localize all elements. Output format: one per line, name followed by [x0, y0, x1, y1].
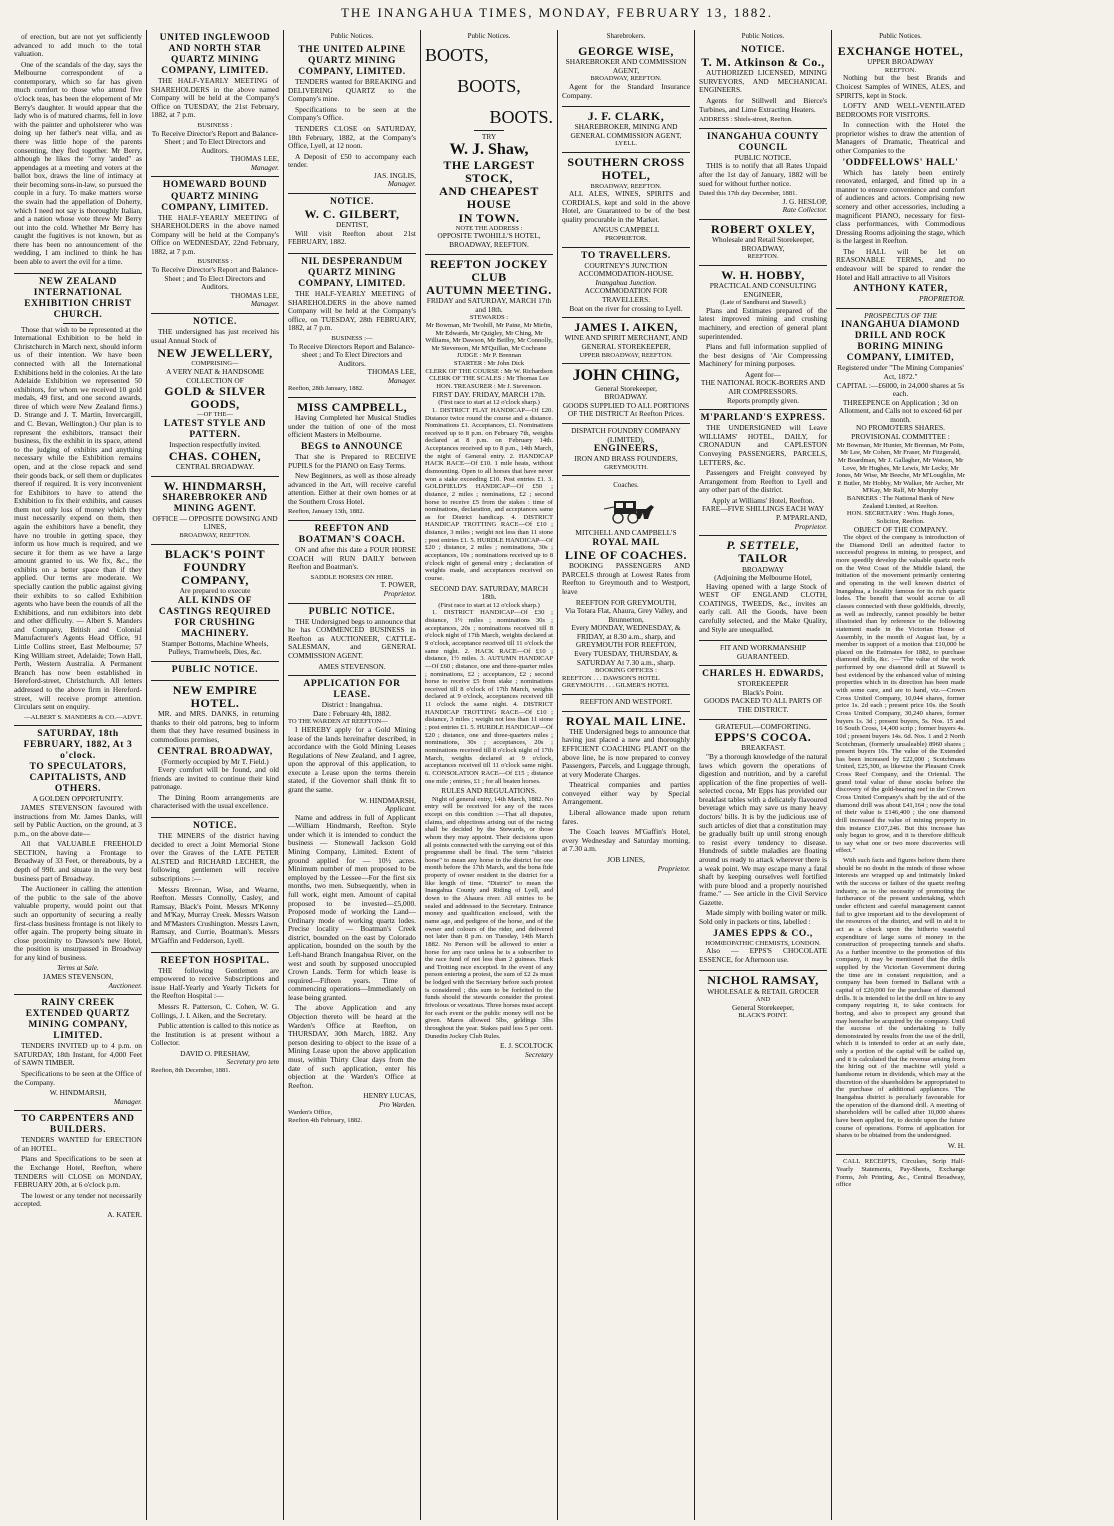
prospectus-no-promoters: NO PROMOTERS SHARES.	[856, 423, 945, 433]
column-header: Sharebrokers.	[606, 32, 646, 40]
inglewood-items: To Receive Director's Report and Balance-Sheet ; and To Elect Directors and Auditors.	[151, 128, 279, 155]
boots-line-2: BOOTS,	[457, 75, 521, 96]
southern-cross-name: SOUTHERN CROSS HOTEL,	[567, 155, 685, 183]
prospectus-object-heading: OBJECT OF THE COMPANY.	[853, 524, 948, 534]
hobby-reports: Reports promptly given.	[726, 395, 800, 405]
junction-to-travellers: TO TRAVELLERS.	[581, 250, 671, 261]
lease-pro-warden: Pro Warden.	[379, 1099, 416, 1109]
hobby-late: (Late of Sandhurst and Stawell.)	[720, 299, 806, 307]
blacks-point-items: Stamper Bottoms, Machine Wheels, Pulleys, Tramwheels, Dies, &c.	[161, 638, 269, 657]
prospectus-capital: CAPITAL :—£6000, in 24,000 shares at 5s each.	[836, 380, 965, 399]
oxley-address: BROADWAY,	[741, 243, 785, 253]
jockey-club-signature: E. J. SCOLTOCK	[500, 1041, 553, 1051]
shaw-largest: THE LARGEST STOCK,	[443, 157, 535, 185]
wise-name: GEORGE WISE,	[578, 44, 674, 58]
new-empire-occupied: (Formerly occupied by Mr T. Field.)	[161, 756, 269, 766]
sale-audience: TO SPECULATORS, CAPITALISTS, AND OTHERS.	[29, 762, 127, 795]
aiken-role: WINE AND SPIRIT MERCHANT, AND GENERAL STOREKEEPER,	[564, 333, 688, 351]
carpenters-heading: TO CARPENTERS AND BUILDERS.	[21, 1114, 135, 1136]
new-empire-body: MR. and MRS. DANKS, in returning thanks to their old patrons, beg to inform them that they have resumed business in commodious premises,	[151, 709, 279, 744]
carpenters-body: TENDERS WANTED for ERECTION of an HOTEL.	[14, 1135, 142, 1153]
homeward-items: To Receive Director's Report and Balance-Sheet ; and To Elect Directors and Auditors.	[151, 265, 279, 292]
article-paragraph: One of the scandals of the day, says the Melbourne correspondent of a contemporary, which so far has given much comfort to those who attend five o'clock teas, has been the elopement of Mr Berry's daughter. It would appear that the lady who is of matured charms, fell in love with the painter and upholsterer who was doing up her father's neat villa, and as there was little hope of the parents consenting, they fled together. Mr Berry, although he likes the "orny 'anded" as appendages at a meeting and voters at the ballot box, draws the line of intimacy at their becoming sons-in-law, so pursued the couple in a fury. To make matters worse the swain had the appellation of Doherty, which I need not say is thoroughly Italian, and a nation whose vote threw Mr Berry out into the cold. Whether Mr Berry has caught the fugitives is not known, but as there has been no announcement of the wedding, I am inclined to think he has been able to avert the evil for a time.	[14, 59, 142, 267]
atkinson-agents: Agents for Stillwell and Bierce's Turbines, and Lime Extracting Heaters.	[699, 95, 827, 114]
carpenters-plans: Plans and Specifications to be seen at the Exchange Hotel, Reefton, where TENDERS will CLOSE on MONDAY, FEBRUARY 20th, at 6 o'clock p.m.	[14, 1154, 142, 1190]
mparland-fare: FARE—FIVE SHILLINGS EACH WAY	[701, 504, 825, 514]
junction-accommodation: ACCOMMODATION FOR TRAVELLERS.	[584, 286, 668, 304]
miners-notice: NOTICE.	[192, 821, 238, 832]
atkinson-address: ADDRESS : Shiels-street, Reefton.	[699, 116, 793, 124]
prospectus-threepence: THREEPENCE on Application ; 3d on Allotment, and Calls not to exceed 6d per month.	[838, 397, 963, 424]
boots-line-3: BOOTS.	[489, 106, 553, 127]
inglewood-role: Manager.	[250, 162, 279, 172]
coaches-header: Coaches.	[613, 481, 639, 490]
lease-to: TO THE WARDEN AT REEFTON—	[288, 718, 388, 726]
southern-cross-body: ALL ALES, WINES, SPIRITS and CORDIALS, kept and sold in the above Hotel, are Guaranteed to be of the best quality procurable in the Market.	[562, 189, 690, 224]
prospectus-registered: Registered under "The Mining Companies' Act, 1872."	[837, 363, 964, 381]
shaw-town: IN TOWN.	[458, 210, 520, 225]
homeward-body: THE HALF-YEARLY MEETING of SHAREHOLDERS in the above named Company will be held at the Company's Office on WEDNESDAY, 22nd February, 1882, at 7 p.m.	[151, 212, 279, 256]
alpine-signature: JAS. INGLIS,	[373, 170, 416, 180]
hindmarsh-address: BROADWAY, REEFTON.	[179, 531, 251, 539]
column-header: Public Notices.	[741, 32, 785, 40]
hospital-date: Reefton, 8th December, 1881.	[151, 1066, 231, 1074]
settele-role: TAILOR	[738, 551, 788, 566]
hospital-role: Secretary pro tem	[226, 1057, 279, 1067]
jockey-club-day-1: FIRST DAY. FRIDAY, MARCH 17th.	[432, 389, 546, 399]
lease-date: Date : February 4th, 1882.	[313, 708, 391, 718]
ramsay-role: WHOLESALE & RETAIL GROCER	[707, 986, 819, 996]
rainy-creek-signature: W. HINDMARSH,	[49, 1088, 107, 1098]
exhibition-signature: —ALBERT S. MANDERS & CO.—ADVT.	[24, 713, 142, 721]
masthead: THE INANGAHUA TIMES, MONDAY, FEBRUARY 13, 1882.	[340, 5, 774, 20]
royal-mail-line-heading: ROYAL MAIL LINE.	[566, 713, 686, 728]
lease-signature: W. HINDMARSH,	[359, 795, 416, 805]
mparland-apply: Apply at Williams' Hotel, Reefton.	[711, 495, 815, 505]
prospectus-company: INANGAHUA DIAMOND DRILL AND ROCK BORING MINING COMPANY, LIMITED,	[840, 320, 961, 364]
jockey-club-rules: Night of general entry, 14th March, 1882. No entry will be received for any of the races except on this condition :—That all disputes, claims, and objections arising out of the racing shall be decided by the Stewards, or those whom they may appoint. Their decisions upon all points connected with the carrying out of this programme shall be final. The term "district horse" to mean any horse in the district for one month before the 17th March, and the bona fide property of owner resident in the district for a like length of time. "District" to mean the Inangahua County and Riding of Lyell, and down to the Ahaura river. All entries to be sealed and addressed to the Secretary. Entrance money and qualification enclosed, with the name age, and pedigree of the horse, and of the owner and colours of the rider, and delivered not later than 8 p.m. on Tuesday, 14th March 1882. No Person will be allowed to enter a horse for any race unless he is a subscriber to the race fund of not less than 2 guineas. Hack and Trotting race excepted. In the event of any person entering a protest, the sum of £2 2s must be lodged with the Secretary before such protest is considered ; this sum to be forfeited to the funds should the stewards consider the protest frivolous or vexatious. Three horses must accept for each event or the public money will not be given. Mares allowed 5lbs, geldings 3lbs throughout the year. Stakes paid less 5 per cent. Dunedin Jockey Club Rules.	[425, 795, 553, 1040]
hospital-signature: DAVID O. PRESHAW,	[180, 1048, 250, 1058]
homeward-signature: THOMAS LEE,	[230, 290, 279, 300]
council-notice: PUBLIC NOTICE.	[734, 152, 792, 162]
hindmarsh-office: OFFICE — OPPOSITE DOWSING AND LINES,	[152, 513, 278, 532]
shaw-cheapest: AND CHEAPEST HOUSE	[439, 184, 539, 212]
hobby-full: Plans and full information supplied of the best designs of 'Air Compressing Machinery' for mining purposes.	[699, 342, 827, 369]
jockey-club-races-2: 1. DISTRICT HANDICAP—Of £30 ; distance, 1½ miles ; nominations 30s ; acceptances, 20s ; nominations received till 8 o'clock night of 17th March, weights declared at 9 o'clock, acceptance received till 11 o'clock the same night. 2. HACK RACE—Of £10 ; distance, 1½ miles. 3. AUTUMN HANDICAP—Of £60 ; distance, one and three-quarter miles ; nominations, £2 ; acceptances, £2 ; second horse to receive £5 from stake ; nominations received till 8 o'clock of 17th March, weights declared at 9 o'clock, acceptances received till 11 o'clock the same night. 4. DISTRICT HANDICAP TROTTING RACE—Of £10 ; distance, 3 miles ; weight not less than 11 stone ; post entries £1. 5. HURDLE HANDICAP—Of £20 ; distance, one and three-quarters miles ; nominations, 30s ; acceptances, 20s ; nominations received till 8 o'clock night of 17th March, weights declared at 9 o'clock, acceptances received till 11 o'clock same night. 6. CONSOLATION RACE—Of £15 ; distance one mile ; entries, £1 ; for all beaten horses.	[425, 609, 553, 785]
new-empire-hotel: NEW EMPIRE HOTEL.	[172, 682, 258, 711]
cohen-notice: NOTICE.	[192, 316, 238, 327]
jockey-club-races-1: 1. DISTRICT FLAT HANDICAP—Of £20. Distance twice round the course and a distance. Nominations £1. Acceptances, £1. Nominations received up to 8 p.m. on February 7th, weights declared at 8 p.m. on February 14th. Acceptances received up to 8 p.m., 14th March, the night of General entry. 2. HANDICAP HACK RACE—Of £10. 1 mile heats, without dismounting. Open to all horses that have never won a stake exceeding £10. Post entries £1. 3. GOLDFIELD'S HANDICAP—Of £50 ; distance, 2 miles ; nominations, £2 ; second horse to receive £5 from the stakes : time of nominations, declaration, and acceptances same as for District handicap. 4. DISTRICT HANDICAP TROTTING RACE—Of £10 ; distance, 3 miles ; weight not less than 11 stone ; post entries £1. 5. HURDLE HANDICAP—Of £20 ; distance, 2 miles ; nominations, 30s ; acceptances, 10s ; nominations received up to 8 o'clock night of general entry ; declaration of weights made, and acceptances received on course.	[425, 406, 553, 582]
boatmans-coach-saddle: SADDLE HORSES ON HIRE.	[310, 573, 394, 581]
ching-role: General Storekeeper,	[594, 383, 658, 393]
edwards-address: Black's Point.	[742, 687, 784, 697]
sale-note: The Auctioneer in calling the attention of the public to the sale of the above valuable property, would point out that such an opportunity of securing a really first-class business frontage is not likely to offer again. The property being situate in close proximity to Dawson's new Hotel, the position is unsurpassed in Broadway for any kind of business.	[14, 884, 142, 962]
lease-office-date: Reefton 4th February, 1882.	[288, 1117, 363, 1125]
shaw-address: BROADWAY, REEFTON.	[449, 239, 529, 249]
oxley-role: Wholesale and Retail Storekeeper,	[712, 235, 814, 245]
coaches-office-reefton: REEFTON . . . DAWSON'S HOTEL	[562, 674, 660, 682]
workmanship-guaranteed: FIT AND WORKMANSHIP GUARANTEED.	[720, 643, 806, 661]
blacks-point-prepared: Are prepared to execute	[179, 586, 251, 596]
lease-warden: HENRY LUCAS,	[363, 1091, 416, 1101]
lease-details: Name and address in full of Applicant —William Hindmarsh, Reefton. Style under which it is intended to conduct the business — Stonewall Jackson Gold Mining Company, Limited. Extent of ground applied for — 10½ acres. Minimum number of men proposed to be employed by the Lessee—For the first six months, two men. Subsequently, when in full work, eight men. Amount of capital proposed to be invested—£5,000. Proposed mode of working the Land—Ordinary mode of working quartz lodes. Precise locality — Boatman's Creek district, bounded on the east by Colorado application, bounded on the south by the Left-hand Branch Inangahua River, on the west and south by supposed unoccupied Crown Lands. Term for which lease is required—Fifteen years. Time of commencing operations—Immediately on lease being granted.	[288, 812, 416, 1002]
epps-also: Also — EPPS'S CHOCOLATE ESSENCE, for Afternoon use.	[699, 946, 827, 964]
atkinson-name: T. M. Atkinson & Co.,	[701, 55, 825, 70]
cohen-name: CHAS. COHEN,	[168, 448, 262, 463]
alpine-body: TENDERS wanted for BREAKING and DELIVERING QUARTZ to the Company's mine.	[288, 77, 416, 104]
epps-body: "By a thorough knowledge of the natural laws which govern the operations of digestion and nutrition, and by a careful application of the fine properties of well-selected cocoa, Mr Epps has provided our breakfast tables with a delicately flavoured beverage which may save us many heavy doctors' bills. It is by the judicious use of such articles of diet that a constitution may be gradually built up until strong enough to resist every tendency to disease. Hundreds of subtle maladies are floating around us ready to attack wherever there is a weak point. We may escape many a fatal shaft by keeping ourselves well fortified with pure blood and a properly nourished frame." — See article in the Civil Service Gazette.	[699, 751, 827, 907]
exchange-hotel-signature: ANTHONY KATER,	[853, 284, 948, 295]
mparland-role: Proprietor.	[794, 521, 827, 531]
nil-desperandum-signature: THOMAS LEE,	[367, 367, 416, 377]
hobby-rock-borers: THE NATIONAL ROCK-BORERS AND AIR COMPRESSORS.	[700, 378, 826, 397]
boatmans-coach-body: ON and after this date a FOUR HORSE COACH will RUN DAILY between Reefton and Boatman's.	[288, 545, 416, 572]
council-body: THIS is to notify that all Rates Unpaid after the 1st day of January, 1882 will be sued for without further notice.	[699, 161, 827, 188]
coach-illustration-icon	[596, 495, 656, 525]
jockey-club-stewards: Mr Bowman, Mr Twohill, Mr Paine, Mr Mirfin, Mr Edwards, Mr Quigley, Mr Ching, Mr Williams, Mr Dawson, Mr Beilby, Mr Connolly, Mr Stevenson, Mr M'Quillan, Mr Cochrane	[425, 321, 553, 352]
alpine-close: TENDERS CLOSE on SATURDAY, 18th February, 1882, at the Company's Office, Lyell, at 12 noon.	[288, 123, 416, 151]
settele-address: BROADWAY	[741, 564, 785, 574]
lease-office: Warden's Office,	[288, 1109, 333, 1117]
cohen-gold-silver: GOLD & SILVER GOODS,	[164, 384, 266, 412]
homeward-heading: HOMEWARD BOUND QUARTZ MINING COMPANY, LIMITED.	[161, 180, 269, 213]
hobby-name: W. H. HOBBY,	[721, 267, 805, 282]
ramsay-storekeeper: General Storekeeper,	[731, 1002, 795, 1012]
sale-body: JAMES STEVENSON favoured with instructions from Mr. James Danks, will sell by Public Auction, on the ground, at 3 p.m., on the above date—	[14, 803, 142, 838]
ramsay-address: BLACK'S POINT.	[738, 1012, 788, 1020]
lease-body: I HEREBY apply for a Gold Mining lease of the lands hereinafter described, in accordance with the Gold Mining Leases Regulations of New Zealand, and I agree, upon the approval of this application, to execute a Lease upon the terms therein stated, if the Governor shall think fit to grant the same.	[288, 724, 416, 794]
nil-desperandum-items: To Receive Directors Report and Balance-sheet ; and To Elect Directors and Auditors.	[289, 341, 415, 368]
sale-signature: JAMES STEVENSON,	[42, 971, 114, 981]
mparland-passengers: Passengers and Freight conveyed by Arrangement from Reefton to Lyell and any other part of the district.	[699, 468, 827, 495]
oddfellows-hall-body: Which has lately been entirely renovated, enlarged, and fitted up in a manner to ensure convenience and comfort of audiences and actors. Comprising new scenery and other accessories, including a magnificent PIANO, necessary for first-class performances, with Commodious Dressing Rooms adjoining the stage, which is the largest in Reefton.	[836, 167, 965, 246]
jockey-club-start-1: (First race to start at 12 o'clock sharp.)	[438, 399, 540, 407]
royal-mail-line-liberal: Liberal allowance made upon return fares.	[562, 808, 690, 826]
jockey-club-role: Secretary	[524, 1049, 553, 1059]
column-2	[147, 30, 284, 1520]
column-7	[832, 30, 969, 1520]
exchange-hotel-body: Nothing but the best Brands and Choicest Samples of WINES, ALES, and SPIRITS, kept in Stock.	[836, 73, 965, 100]
nil-desperandum-role: Manager.	[387, 375, 416, 385]
southern-cross-role: PROPRIETOR.	[605, 235, 647, 243]
inglewood-business: BUSINESS :	[197, 121, 233, 129]
jockey-club-judge: JUDGE : Mr P. Brennan	[456, 352, 522, 360]
edwards-name: CHARLES H. EDWARDS,	[702, 669, 824, 680]
southern-cross-address: BROADWAY, REEFTON.	[590, 182, 662, 190]
sale-date: SATURDAY, 18th FEBRUARY, 1882, At 3 o'clock.	[23, 729, 133, 762]
column-1	[10, 30, 147, 1520]
lease-objection: The above Application and any Objection thereto will be heard at the Warden's Office at Reefton, on THURSDAY, 30th March, 1882. Any person desiring to object to the issue of a Mining Lease upon the above application must, within Thirty Clear days from the date of such application, enter his objection at the Warden's Office at Reefton.	[288, 1003, 416, 1090]
wise-address: BROADWAY, REEFTON.	[590, 75, 662, 83]
atkinson-notice: NOTICE.	[740, 45, 786, 55]
rainy-creek-body: TENDERS INVITED up to 4 p.m. on SATURDAY, 18th Instant, for 4,000 Feet of SAWN TIMBER.	[14, 1041, 142, 1068]
dispatch-role: IRON AND BRASS FOUNDERS,	[574, 454, 678, 464]
jockey-club-rules-heading: RULES AND REGULATIONS.	[441, 786, 537, 796]
gilbert-name: W. C. GILBERT,	[304, 207, 400, 221]
royal-mail-line-role: Proprietor.	[657, 863, 690, 873]
royal-mail-line-signature: JOB LINES,	[607, 854, 645, 864]
clark-name: J. F. CLARK,	[587, 109, 665, 124]
dispatch-address: GREYMOUTH.	[604, 463, 648, 471]
gilbert-notice: NOTICE.	[329, 196, 375, 207]
coaches-return-days: Every TUESDAY, THURSDAY, & SATURDAY At 7.30 a.m., sharp.	[574, 649, 678, 667]
cohen-latest: LATEST STYLE AND PATTERN.	[163, 419, 267, 441]
column-4	[421, 30, 558, 1520]
dispatch-name: DISPATCH FOUNDRY COMPANY (LIMITED),	[571, 426, 681, 444]
prospectus-bankers: BANKERS : The National Bank of New Zealand Limited, at Reefton.	[846, 495, 955, 510]
jockey-club-treasurer: HON. TREASURER : Mr J. Stevenson.	[436, 383, 542, 391]
jockey-club-day-2: SECOND DAY. SATURDAY, MARCH 18th.	[429, 583, 549, 602]
campbell-prepared: That she is Prepared to RECEIVE PUPILS for the PIANO on Easy Terms.	[288, 451, 416, 470]
aiken-address: UPPER BROADWAY, REEFTON.	[579, 351, 673, 359]
nil-desperandum-business: BUSINESS :—	[331, 334, 373, 342]
junction-place: Inangahua Junction.	[595, 277, 657, 287]
epps-role: HOMŒOPATHIC CHEMISTS, LONDON.	[705, 939, 821, 947]
alpine-spec: Specifications to be seen at the Company's Office.	[288, 104, 416, 123]
clark-role: SHAREBROKER, MINING AND GENERAL COMMISSION AGENT,	[570, 122, 682, 140]
junction-boat: Boat on the river for crossing to Lyell.	[569, 303, 683, 313]
coaches-via: Via Totara Flat, Ahaura, Grey Valley, and Brunnerton,	[564, 606, 688, 624]
cohen-comprising: COMPRISING—	[191, 360, 239, 368]
column-header: Public Notices.	[330, 32, 374, 40]
lease-heading: APPLICATION FOR LEASE.	[303, 679, 401, 701]
wise-agent: Agent for the Standard Insurance Company.	[562, 81, 690, 100]
sale-role: Auctioneer.	[108, 980, 142, 990]
epps-name: EPPS'S COCOA.	[714, 730, 812, 745]
column-6	[695, 30, 832, 1520]
oddfellows-hall-let: The HALL will be let on REASONABLE TERMS, and no endeavour will be spared to render the Hotel and Hall attractive to all Visitors	[836, 246, 965, 282]
boots-line-1: BOOTS,	[425, 45, 489, 65]
hobby-plans: Plans and Estimates prepared of the latest improved mining and crushing machinery, and erection of general plant superintended.	[699, 305, 827, 341]
exchange-hotel-role: PROPRIETOR.	[918, 294, 965, 304]
westport-heading: REEFTON AND WESTPORT.	[579, 697, 673, 707]
jockey-club-heading: REEFTON JOCKEY CLUB	[430, 256, 548, 284]
mparland-heading: M'PARLAND'S EXPRESS.	[700, 413, 826, 424]
alpine-role: Manager.	[387, 179, 416, 189]
campbell-body: Having Completed her Musical Studies under the tuition of one of the most efficient Masters in Melbourne.	[288, 413, 416, 440]
public-notice-heading: PUBLIC NOTICE.	[171, 664, 259, 675]
exchange-hotel-name: EXCHANGE HOTEL,	[837, 44, 964, 58]
cohen-collection: A VERY NEAT & HANDSOME COLLECTION OF	[165, 366, 264, 385]
cohen-inspection: Inspection respectfully invited.	[169, 440, 261, 450]
column-header: Public Notices.	[467, 32, 511, 40]
cohen-address: CENTRAL BROADWAY.	[175, 461, 255, 471]
boatmans-coach-signature: T. POWER,	[380, 580, 416, 590]
hindmarsh-role: SHAREBROKER AND MINING AGENT.	[162, 492, 268, 514]
prospectus-signature: W. H.	[947, 1140, 965, 1150]
clark-address: LYELL.	[615, 140, 637, 148]
shaw-name: W. J. Shaw,	[449, 141, 529, 159]
oxley-town: REEFTON.	[747, 253, 779, 261]
dispatch-engineers: ENGINEERS,	[593, 444, 659, 455]
jockey-club-dates: FRIDAY and SATURDAY, MARCH 17th and 18th.	[426, 296, 552, 314]
edwards-role: STOREKEEPER	[737, 679, 789, 689]
column-5	[558, 30, 695, 1520]
junction-body: COURTNEY'S JUNCTION ACCOMMODATION-HOUSE.	[578, 260, 674, 279]
boatmans-coach-heading: REEFTON AND BOATMAN'S COACH.	[298, 524, 406, 546]
column-3	[284, 30, 421, 1520]
alpine-deposit: A Deposit of £50 to accompany each tender.	[288, 151, 416, 170]
boatmans-coach-role: Proprietor.	[383, 589, 416, 599]
stevenson-signature: AMES STEVENSON.	[318, 661, 386, 671]
epps-made: Made simply with boiling water or milk. Sold only in packets or tins, labelled :	[699, 908, 827, 926]
prospectus-secretary: HON. SECRETARY : Wm. Hugh Jones, Solicitor, Reefton.	[846, 510, 955, 525]
new-empire-address: CENTRAL BROADWAY,	[157, 746, 273, 757]
carpenters-lowest: The lowest or any tender not necessarily accepted.	[14, 1190, 142, 1209]
coaches-greymouth-reefton: GREYMOUTH FOR REEFTON,	[575, 640, 677, 650]
council-date: Dated this 17th day December, 1881.	[699, 190, 798, 198]
epps-signature: JAMES EPPS & CO.,	[713, 928, 813, 939]
hospital-public: Public attention is called to this notice as the Institution is at present without a Collector.	[151, 1021, 279, 1048]
alpine-heading: THE UNITED ALPINE QUARTZ MINING COMPANY, LIMITED.	[298, 45, 406, 78]
carpenters-signature: A. KATER.	[107, 1209, 142, 1219]
homeward-business: BUSINESS :	[197, 258, 233, 266]
cohen-jewellery: NEW JEWELLERY,	[157, 346, 273, 361]
shaw-note: NOTE THE ADDRESS :	[455, 224, 523, 232]
mparland-signature: P. M'PARLAND,	[776, 513, 827, 522]
column-header: Public Notices.	[879, 32, 922, 40]
nil-desperandum-body: THE HALF-YEARLY MEETING of SHAREHOLDERS in the above named Company will be held at the Company's office, on TUESDAY, 28th FEBRUARY, 1882, at 7 p.m.	[288, 288, 416, 333]
oxley-name: ROBERT OXLEY,	[710, 221, 816, 236]
coaches-reefton-greymouth: REEFTON FOR GREYMOUTH,	[575, 597, 677, 607]
coaches-operators: MITCHELL AND CAMPBELL'S	[575, 528, 677, 538]
hospital-body: THE following Gentlemen are empowered to receive Subscriptions and issue Half-Yearly and Yearly Tickets for the Reefton Hospital :—	[151, 965, 279, 1001]
exchange-hotel-town: REEFTON.	[884, 66, 917, 74]
jockey-club-start-2: (First race to start at 12 o'clock sharp.)	[438, 601, 540, 609]
exhibition-heading: NEW ZEALAND INTERNATIONAL EXHIBITION CHRIST CHURCH.	[24, 276, 132, 320]
miners-names: Messrs Brennan, Wise, and Wearne, Reefton. Messrs Connolly, Casley, and Ramsay, Black's Point. Messrs M'Kenny and M'Kay, Murray Creek. Messrs Watson and M'Masters Crushington. Messrs Lawn, Ramsay, and Currie, Boatman's. Messrs M'Gaffin and Fedderson, Lyell.	[151, 884, 279, 946]
hospital-heading: REEFTON HOSPITAL.	[160, 955, 270, 966]
rainy-creek-spec: Specifications to be seen at the Office of the Company.	[14, 1068, 142, 1087]
stevenson-notice: PUBLIC NOTICE.	[308, 606, 396, 617]
ramsay-and: AND	[755, 996, 771, 1004]
council-heading: INANGAHUA COUNTY COUNCIL	[706, 131, 820, 153]
settele-body: Having opened with a large Stock of WEST OF ENGLAND CLOTH, COATINGS, TWEEDS, &c., invites an early call. All the Goods, have been carefully selected, and the Make Quality, and Style are unequalled.	[699, 581, 827, 634]
prospectus-committee-heading: PROVISIONAL COMMITTEE :	[851, 432, 950, 441]
new-empire-comfort: Every comfort will be found, and old friends are invited to continue their kind patronage.	[151, 765, 279, 792]
coaches-royal-mail: ROYAL MAIL	[592, 538, 660, 549]
hindmarsh-name: W. HINDMARSH,	[163, 478, 267, 493]
gilbert-body: Will visit Reefton about 21st FEBRUARY, 1882.	[288, 228, 416, 247]
ramsay-name: NICHOL RAMSAY,	[707, 973, 819, 988]
prospectus-facts: With such facts and figures before them there should be no doubt in the minds of those whose interests are wrapped up and intimately linked with the success or failure of the quartz reefing industry, as to the necessity of promoting the furtherance of the present undertaking, which under efficient and careful management cannot fail to give important aid to the development of the resources of the district, and will in aid it to act as a check upon the hitherto wasteful expenditure of large sums of money in the construction of prospecting tunnels and shafts. As a further incentive to the promotion of this company, it may be mentioned that the drills supplied by the Victorian Government during the time are in constant requisition, and a company has been formed in Ballarat with a capital of £20,000 for the purchase of diamond drills. It is intended to let the drill on hire to any company requiring it, to take contracts for boring, and also to prospect any ground that may hereafter be acquired by the company. Until the success of the undertaking is fully demonstrated by results from the use of the drill, which it is intended to order at an early date, only a portion of the capital will be called up, and it is calculated that the revenue arising from the hiring out of the machine will yield a handsome return in dividends, which may at the discretion of the shareholders be appropriated to the purchase of additional appliances. The Inangahua district is peculiarly favourable for the operation of the diamond drill. A meeting of shareholders will be called after 10,000 shares have been applied for, to decide upon the future course of operations. Forms of application for shares to be obtained from the undersigned.	[836, 857, 965, 1140]
council-signature: J. G. HESLOP,	[782, 196, 827, 206]
edwards-goods: GOODS PACKED TO ALL PARTS OF THE DISTRICT.	[703, 696, 823, 715]
new-empire-dining: The Dining Room arrangements are characterised with the usual excellence.	[151, 792, 279, 811]
prospectus-committee: Mr Bowman, Mr Hunter, Mr Brennan, Mr Potts, Mr Lee, Mr Cohen, Mr Fraser, Mr Fitzgerald, Mr Boardman, Mr J. Gallagher, Mr Watson, Mr Love, Mr Hughes, Mr Lewis, Mr Lecky, Mr Jones, Mr Wise, Mr Beeche, Mr M'Loughlin, Mr P. Butler, Mr Hobby, Mr Walker, Mr Archer, Mr M'Kay, Mr Ralf, Mr Murphy	[836, 441, 965, 495]
ching-goods: GOODS SUPPLIED TO ALL PORTIONS OF THE DISTRICT At Reefton Prices.	[562, 400, 690, 419]
coaches-booking: BOOKING OFFICES :	[595, 667, 657, 675]
royal-mail-line-body: THE Undersigned begs to announce that having just placed a new and thoroughly EFFICIENT COACHING PLANT on the above line, he is now prepared to convey Passengers, Parcels, and Luggage through, at very Moderate Charges.	[562, 726, 690, 779]
miners-body: THE MINERS of the district having decided to erect a Joint Memorial Stone over the Graves of the LATE PETER ALSTED and RICHARD LECHER, the following gentlemen will receive subscriptions :—	[151, 831, 279, 883]
exchange-hotel-address: UPPER BROADWAY	[867, 57, 934, 67]
exhibition-body: Those that wish to be represented at the International Exhibition to be held in Christchurch in March next, should inform us of their intention. We have been connected with all the International Exhibitions held in the colonies. At the late Adelaide Exhibition we represented 50 exhibitors, for whom we received 10 gold medals, 49 first, and one second awards, three of which were New Zealand firms.) D. Strange and J. T. Martin, Invercargill, and C. Bevan, Wellington.) Our plan is to represent the exhibitors, transact their business, fix the exhibit in its space, attend to the judging of exhibits and anything necessary while the Exhibition remains open, and at the close repack and send their goods back, or sell them or duplicates thereof if required. It is very inconvenient for Exhibitors to have to attend the Exhibition to fix their exhibits, and causes them not only loss of money which they must necessarily expend on them, then again the exhibitors have a benefit, they have no trouble in getting space, they inform us how much is required, and we secure it for them as we have a large amount granted to us. We fix, &c., the exhibits on a better space than if they applied. Our terms are moderate. We specially caution the public against giving their exhibits to so called Exhibition agents who have been the rounds of all the Exhibitions, and run exhibitors into debt and other difficulty. — Albert S. Manders and Company, British and Colonial Manufacturer's Agents Head Office, 91 Little Collins street, East Melbourne; 57 King William street, Adelaide; Town Hall, Perth, Western Australia. A Permanent Branch has now been established in Hereford-street, Christchurch. All letters addressed to the above firm in Hereford-street, will receive prompt attention. Circulars sent on enquiry.	[14, 324, 142, 712]
hospital-names: Messrs R. Patterson, C. Cohen, W. G. Collings, J. I. Aiken, and the Secretary.	[151, 1001, 279, 1020]
epps-grateful: GRATEFUL—COMFORTING.	[715, 721, 811, 731]
blacks-point-foundry: FOUNDRY COMPANY,	[181, 559, 249, 587]
wise-role: SHAREBROKER AND COMMISSION AGENT,	[565, 57, 687, 75]
campbell-beginners: New Beginners, as well as those already advanced in the Art, will receive careful attention. Either at their own homes or at the Southern Cross Hotel.	[288, 471, 416, 506]
lease-role: Applicant.	[385, 804, 416, 814]
jockey-club-starter: STARTER : Mr John Dick	[453, 360, 525, 368]
coaches-line: LINE OF COACHES.	[565, 548, 687, 563]
royal-mail-line-coach: The Coach leaves M'Gaffin's Hotel, every Wednesday and Saturday morning, at 7.30 a.m.	[562, 827, 690, 854]
hobby-agent: Agent for—	[745, 369, 781, 379]
cohen-of-the: —OF THE—	[197, 411, 233, 419]
coaches-body: BOOKING PASSENGERS AND PARCELS through at Lowest Rates from Reefton to Greymouth and to Westport, leave	[562, 561, 690, 596]
sale-tagline: A GOLDEN OPPORTUNITY.	[32, 794, 124, 804]
nil-desperandum-heading: NIL DESPERANDUM QUARTZ MINING COMPANY, LIMITED.	[298, 256, 406, 289]
stevenson-body: THE Undersigned begs to announce that he has COMMENCED BUSINESS in Reefton as AUCTIONEER, CATTLE-SALESMAN, and GENERAL COMMISSION AGENT.	[288, 616, 416, 660]
campbell-date: Reefton, January 13th, 1882.	[288, 508, 365, 516]
aiken-name: JAMES I. AIKEN,	[574, 320, 678, 335]
mparland-body: THE UNDERSIGNED will Leave WILLIAMS' HOTEL, DAILY, for CRONADUN and CAPLESTON Conveying PASSENGERS, PARCELS, LETTERS, &c.	[699, 423, 827, 467]
jockey-club-scales: CLERK OF THE SCALES : Mr Thomas Lee	[429, 375, 549, 383]
inglewood-heading: UNITED INGLEWOOD AND NORTH STAR QUARTZ MINING COMPANY, LIMITED.	[159, 33, 271, 77]
rainy-creek-heading: RAINY CREEK EXTENDED QUARTZ MINING COMPANY, LIMITED.	[25, 998, 131, 1042]
rainy-creek-role: Manager.	[113, 1096, 142, 1106]
inglewood-signature: THOMAS LEE,	[230, 154, 279, 164]
epps-breakfast: BREAKFAST.	[741, 743, 785, 753]
jockey-club-clerk: CLERK OF THE COURSE : Mr W. Richardson	[425, 367, 553, 375]
exchange-hotel-rooms: LOFTY AND WELL-VENTILATED BEDROOMS FOR VISITORS.	[836, 101, 965, 119]
coaches-days: Every MONDAY, WEDNESDAY, & FRIDAY, at 8.30 a.m., sharp, and	[571, 623, 681, 641]
sale-lot: All that VALUABLE FREEHOLD SECTION, having a Frontage to Broadway of 33 Feet, or thereabouts, by a depth of 99ft. and situate in the very best business part of Broadway.	[14, 839, 142, 883]
nil-desperandum-date: Reefton, 28th January, 1882.	[288, 385, 364, 393]
royal-mail-line-theatrical: Theatrical companies and parties conveyed either way by Special Arrangement.	[562, 780, 690, 807]
jockey-club-stewards-heading: STEWARDS :	[469, 314, 509, 322]
shaw-opposite: OPPOSITE TWOHILL'S HOTEL,	[437, 231, 541, 241]
call-receipts: CALL RECEIPTS, Circulars, Scrip Half-Yearly Statements, Pay-Sheets, Exchange Forms, Job Printing, &c., Central Broadway, office	[836, 1158, 965, 1189]
shaw-try: TRY	[481, 131, 497, 141]
ching-name: JOHN CHING,	[572, 367, 680, 385]
council-role: Rate Collector.	[782, 205, 827, 215]
ching-address: BROADWAY.	[604, 392, 648, 402]
oddfellows-hall: 'ODDFELLOWS' HALL'	[842, 157, 959, 168]
settele-name: P. SETTELE,	[726, 538, 800, 553]
atkinson-role: AUTHORIZED LICENSED, MINING SURVEYORS, AND MECHANICAL ENGINEERS.	[699, 68, 827, 95]
cohen-body: THE undersigned has just received his usual Annual Stock of	[151, 326, 279, 345]
article-paragraph: of erection, but are not yet sufficiently advanced to add much to the total valuation.	[14, 32, 142, 59]
inglewood-body: THE HALF-YEARLY MEETING of SHAREHOLDERS in the above named Company will be held at the Company's Office on TUESDAY, the 21st February, 1882, at 7 p.m.	[151, 76, 279, 120]
settele-adjoining: (Adjoining the Melbourne Hotel,	[714, 573, 812, 583]
jockey-club-autumn: AUTUMN MEETING.	[426, 282, 552, 297]
homeward-role: Manager.	[250, 299, 279, 309]
prospectus-heading: PROSPECTUS OF THE	[864, 310, 937, 320]
campbell-name: MISS CAMPBELL,	[296, 400, 408, 415]
blacks-point-castings: ALL KINDS OF CASTINGS REQUIRED FOR CRUSHING MACHINERY.	[158, 595, 272, 639]
coaches-office-greymouth: GREYMOUTH . . . GILMER'S HOTEL	[562, 682, 670, 690]
gilbert-role: DENTIST,	[335, 220, 369, 230]
sale-terms: Terms at Sale.	[57, 963, 99, 973]
lease-district: District : Inangahua.	[321, 700, 383, 710]
prospectus-object: The object of the company is introduction of the Diamond Drill an admitted factor to successful progress in mining, to prospect, and more speedily develop the valuable quartz reefs on the West Coast of the Middle Island, the initiation of the movement primarily centering and operating in the well known district of Inangahua, a locality famous for its rich quartz lodes. The benefit that would accrue to all classes connected with these goldfields, directly, as well as indirectly, cannot possibly be better illustrated than by reference to the following statement made in the Victorian House of Assembly, in the month of August last, by a member in support of a motion that £10,000 be placed on the Estimates for 1882, to purchase diamond drills, &c. :—"The value of the work performed by one diamond drill at Stawell is best evidenced by the enhanced value of mining properties which in its direction has been made with some care, and are to hand, viz.—Crown Cross United Company, 10,044 shares, former price 1s. 2d each ; present price 10s. the South Cross United Company, 30,240 shares, former buyers 1s. 3d ; present buyers, 5s. Nos. 15 and 16 South Cross, 14,400 scrip ; former buyers 4s. 10d ; present buyers 14s. 6d. Nos. 1 and 2 North Scotchman, (formerly unsaleable) 8960 shares ; present buyers 10s. The value of the Extended has been increased by £22,000 ; Scotchmans United, £25,300, as likewise the Pleasant Creek Cross Reef Company, and the Oriental. The grand total value of these stocks before the discovery of the gold-bearing reef in the Crown Cross United Company's shaft by the aid of the diamond drill was about £41,164 ; now the total of their value is £146,400 ; the one diamond drill increased the value of mining property in this instance £107,246. But this increase has only begun to grow, and it is therefore difficult to say what one or two more discoveries will effect."	[836, 534, 965, 855]
southern-cross-signature: ANGUS CAMPBELL	[592, 225, 660, 235]
hobby-role: PRACTICAL AND CONSULTING ENGINEER,	[709, 281, 817, 299]
exchange-hotel-connection: In connection with the Hotel the proprietor wishes to draw the attention of Managers of Dramatic, Theatrical and other Companies to the	[836, 120, 965, 156]
campbell-announce: BEGS to ANNOUNCE	[301, 441, 403, 452]
blacks-point-name: BLACK'S POINT	[164, 546, 266, 561]
